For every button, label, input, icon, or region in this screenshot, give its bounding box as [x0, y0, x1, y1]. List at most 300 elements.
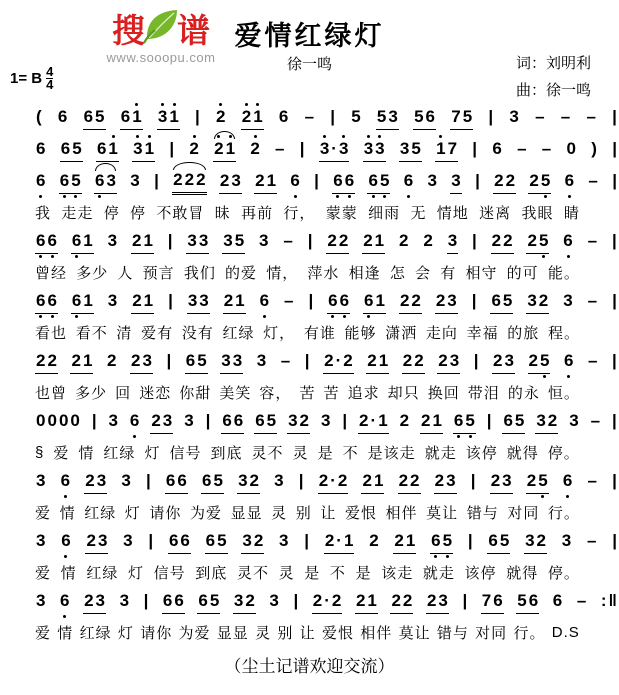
note-group: 3 — [107, 291, 118, 310]
note-group: – — [541, 139, 552, 158]
lyric-word: 情 — [59, 504, 76, 522]
note-group: 6 — [278, 107, 289, 126]
note-group: 2 · 2 — [323, 351, 354, 374]
note-group: – — [588, 351, 598, 370]
lyric-word: 带泪 — [467, 384, 500, 402]
note-group: – — [280, 351, 291, 370]
note-group: | — [612, 351, 617, 370]
note-group: 2 — [399, 231, 409, 250]
lyric-word: 红绿 — [103, 444, 136, 462]
note-group: 2 1 — [254, 171, 277, 194]
lyric-word: 是 — [304, 564, 321, 582]
note-group: 3 2 — [524, 531, 547, 554]
lyric-word: 相守 — [465, 264, 498, 282]
notation-row — [35, 102, 618, 134]
lyric-word: 能。 — [547, 264, 580, 282]
lyric-word: 为爱 — [178, 624, 211, 642]
note-group: – — [587, 291, 598, 310]
credits — [516, 50, 591, 104]
note-group: ( — [36, 107, 42, 126]
note-group: 2 2 — [390, 591, 413, 614]
note-group: 6 — [259, 291, 270, 310]
lyric-word: 的可 — [506, 264, 539, 282]
lyrics-row — [35, 498, 580, 526]
note-group: – — [535, 107, 545, 126]
note-group: 6 — [563, 231, 573, 250]
lyric-word: 红绿 — [79, 624, 112, 642]
lyric-word: 相伴 — [360, 624, 393, 642]
note-group: 6 6 — [165, 471, 188, 494]
note-group: 3 — [119, 591, 130, 610]
note-group: 6 6 — [35, 231, 58, 254]
lyric-word: 预言 — [142, 264, 175, 282]
lyric-word: 走走 — [61, 204, 94, 222]
note-group: – — [587, 231, 598, 250]
notation-row — [35, 406, 618, 438]
lyric-word: 停 — [130, 204, 147, 222]
lyric-word: 信号 — [153, 564, 186, 582]
note-group: 2 — [216, 107, 226, 126]
composer-credit: 曲：徐一鸣 — [515, 82, 591, 99]
note-group: | — [299, 139, 305, 158]
note-group: 1 7 — [435, 139, 458, 162]
note-group: – — [304, 107, 315, 126]
note-group: | — [304, 531, 310, 550]
note-group: 2 1 — [362, 231, 385, 254]
lyric-word: 爱有 — [141, 324, 174, 342]
lyric-word: 看不 — [75, 324, 108, 342]
lyric-word: 别 — [277, 624, 294, 642]
notation-row — [35, 586, 618, 618]
logo-char-right: 谱 — [177, 11, 210, 49]
note-group: 3 5 — [222, 231, 245, 254]
notation-row — [35, 466, 618, 498]
lyric-word: 爱恨 — [344, 504, 377, 522]
note-group: 3 — [561, 531, 572, 550]
lyric-word: 对同 — [475, 624, 508, 642]
lyric-word: 灵 — [271, 504, 288, 522]
lyric-word: 请你 — [149, 504, 182, 522]
note-group: | — [475, 171, 480, 190]
note-group: 2 5 — [528, 171, 551, 194]
lyric-word: 多少 — [76, 264, 109, 282]
note-group: 6 5 — [254, 411, 277, 434]
note-group: 6 6 — [327, 291, 350, 314]
note-group: 3 — [121, 471, 131, 490]
note-group: 2 1 — [131, 231, 154, 254]
note-group: 2 — [399, 411, 410, 430]
note-group: 2 3 — [130, 351, 153, 374]
lyrics-row — [35, 318, 580, 346]
note-group: 3 — [447, 231, 458, 254]
note-group: 2 1 — [213, 139, 236, 162]
note-group: – — [284, 291, 294, 310]
lyric-word: 睛 — [563, 204, 580, 222]
note-group: | — [167, 231, 173, 250]
lyric-word: 相伴 — [385, 504, 418, 522]
lyric-word: 有谁 — [303, 324, 336, 342]
note-group: | — [166, 351, 172, 370]
note-group: | — [298, 471, 304, 490]
lyric-word: 苦 — [323, 384, 340, 402]
note-group: | — [488, 107, 494, 126]
note-group: 6 — [290, 171, 300, 190]
notation-row — [35, 526, 618, 558]
lyric-word: 情， — [266, 264, 299, 282]
note-group: 2 2 — [35, 351, 58, 374]
note-group: – — [587, 531, 597, 550]
note-group: | — [462, 591, 468, 610]
lyric-word: 曾经 — [35, 264, 68, 282]
time-signature — [46, 66, 53, 91]
note-group: 3 2 — [287, 411, 310, 434]
lyric-word: 显显 — [216, 624, 249, 642]
lyric-word: 行。 — [547, 504, 580, 522]
lyric-word: 细雨 — [368, 204, 401, 222]
lyric-word: 的爱 — [225, 264, 258, 282]
lyric-word: 没有 — [181, 324, 214, 342]
note-group: : ‖ — [600, 591, 617, 610]
notation-row — [35, 226, 618, 258]
lyric-word: 行。 — [513, 624, 546, 642]
lyric-word: 换回 — [427, 384, 460, 402]
note-group: 2 1 — [355, 591, 378, 614]
lyric-word: 停 — [103, 204, 120, 222]
lyric-word: 莫让 — [426, 504, 459, 522]
note-group: 6 — [564, 171, 575, 190]
lyric-word: 迷离 — [479, 204, 512, 222]
note-group: 2 2 — [326, 231, 349, 254]
lyrics-row — [35, 438, 580, 466]
note-group: | — [472, 231, 477, 250]
logo-url: www.sooopu.com — [106, 50, 216, 65]
note-group: 6 6 — [162, 591, 185, 614]
lyric-word: 却只 — [387, 384, 420, 402]
note-group: 3 — [320, 411, 331, 430]
note-group: 2 · 2 — [318, 471, 349, 494]
note-group: 3 — [279, 531, 289, 550]
lyrics-row — [35, 378, 580, 406]
lyric-word: 红绿 — [222, 324, 255, 342]
note-group: 3 3 — [187, 291, 210, 314]
note-group: 3 2 — [237, 471, 260, 494]
note-group: 5 6 — [413, 107, 436, 130]
lyric-word: 情 — [57, 624, 74, 642]
note-group: 2 — [423, 231, 433, 250]
lyric-word: 不 — [329, 564, 346, 582]
note-group: | — [473, 351, 479, 370]
note-group: 3 — [108, 411, 118, 430]
note-group: | — [169, 139, 175, 158]
note-group: 2 1 — [393, 531, 416, 554]
note-group: | — [472, 139, 478, 158]
meter-denominator: 4 — [46, 77, 54, 92]
note-group: 2 5 — [528, 351, 551, 374]
lyrics-row — [35, 258, 580, 286]
note-group: 3 — [427, 171, 437, 190]
score-line — [35, 102, 618, 134]
lyric-word: 也曾 — [35, 384, 68, 402]
lyric-word: 灯 — [144, 444, 161, 462]
note-group: 6 1 — [96, 139, 119, 162]
lyric-word: 红绿 — [86, 564, 119, 582]
note-group: 2 — [189, 139, 199, 158]
note-group: 3 2 — [241, 531, 264, 554]
lyric-word: 停。 — [547, 444, 580, 462]
lyric-word: 显显 — [230, 504, 263, 522]
lyric-word: 是 — [317, 444, 334, 462]
notation-row — [35, 166, 618, 198]
lyric-word: 到底 — [195, 564, 228, 582]
lyric-word: 请你 — [140, 624, 173, 642]
note-group: – — [587, 471, 597, 490]
lyric-word: 为爱 — [189, 504, 222, 522]
note-group: 3 1 — [157, 107, 180, 130]
note-group: 5 — [351, 107, 361, 126]
note-group: | — [612, 471, 617, 490]
lyric-word: 我 — [35, 204, 52, 222]
note-group: | — [148, 531, 154, 550]
score-line — [35, 134, 618, 166]
note-group: 6 1 — [120, 107, 143, 130]
notation-row — [35, 134, 618, 166]
note-group: | — [91, 411, 97, 430]
lyric-word: 对同 — [507, 504, 540, 522]
notation-row — [35, 346, 618, 378]
note-group: 6 6 — [168, 531, 191, 554]
lyric-word: 相逢 — [348, 264, 381, 282]
note-group: 2 3 — [84, 471, 107, 494]
note-group: 5 3 — [376, 107, 399, 130]
lyric-word: 清 — [116, 324, 133, 342]
note-group: 6 5 — [60, 139, 83, 162]
note-group: – — [560, 107, 571, 126]
key-signature — [10, 66, 53, 91]
note-group: 2 1 — [361, 471, 384, 494]
note-group: | — [205, 411, 211, 430]
note-group: 3 — [36, 591, 46, 610]
note-group: 0 0 0 0 — [36, 411, 80, 430]
footer-note: （尘土记谱欢迎交流） — [224, 657, 395, 676]
lyric-word: 情地 — [436, 204, 469, 222]
note-group: | — [154, 171, 159, 190]
lyric-word: 该走 — [381, 564, 414, 582]
score-line — [35, 526, 618, 586]
note-group: 2 2 2 — [172, 170, 206, 195]
note-group: 3 3 — [363, 139, 386, 162]
lyric-word: 爱 — [35, 504, 52, 522]
note-group: 2 1 — [70, 351, 93, 374]
score-line — [35, 286, 618, 346]
note-group: 3 — [450, 171, 461, 194]
note-group: 2 · 1 — [324, 531, 355, 554]
note-group: 2 3 — [219, 171, 242, 194]
note-group: | — [612, 139, 617, 158]
lyric-word: 会 — [415, 264, 432, 282]
lyric-word: 苦 — [299, 384, 316, 402]
lyric-word: 爱 — [35, 564, 52, 582]
lyric-word: 到底 — [210, 444, 243, 462]
note-group: 2 5 — [526, 471, 549, 494]
note-group: 6 5 — [502, 411, 525, 434]
score-line — [35, 466, 618, 526]
lyric-word: 莫让 — [398, 624, 431, 642]
note-group: 6 — [57, 107, 68, 126]
note-group: | — [612, 291, 617, 310]
lyric-word: 爱 — [35, 624, 52, 642]
note-group: 3 — [569, 411, 579, 430]
note-group: ) — [591, 139, 597, 158]
note-group: | — [611, 231, 617, 250]
score-line — [35, 226, 618, 286]
lyric-word: 信号 — [169, 444, 202, 462]
note-group: 3 — [259, 231, 269, 250]
lyric-word: 错与 — [466, 504, 499, 522]
lyric-word: 不 — [342, 444, 359, 462]
lyric-word: 人 — [117, 264, 134, 282]
note-group: 2 2 — [398, 471, 421, 494]
note-group: 3 5 — [399, 139, 422, 162]
lyric-word: 该停 — [465, 444, 498, 462]
lyric-word: 灵 — [255, 624, 272, 642]
note-group: 5 6 — [516, 591, 539, 614]
lyric-word: 迷恋 — [139, 384, 172, 402]
lyric-word: 多少 — [75, 384, 108, 402]
note-group: | — [168, 291, 173, 310]
lyric-word: 让 — [320, 504, 337, 522]
lyric-word: 情 — [60, 564, 77, 582]
note-group: 2 3 — [83, 591, 106, 614]
note-group: 3 — [274, 471, 284, 490]
score-line — [35, 346, 618, 406]
lyric-word: 让 — [299, 624, 316, 642]
note-group: – — [576, 591, 587, 610]
lyric-word: 灵不 — [251, 444, 284, 462]
lyric-word: 灯 — [127, 564, 144, 582]
note-group: 3 — [509, 107, 519, 126]
note-group: 2 3 — [426, 591, 449, 614]
note-group: 3 2 — [526, 291, 549, 314]
lyrics-row — [35, 198, 580, 226]
note-group: 6 5 — [59, 171, 82, 194]
note-group: 6 5 — [430, 531, 453, 554]
note-group: | — [145, 471, 151, 490]
note-group: | — [293, 591, 299, 610]
lyric-word: 能够 — [344, 324, 377, 342]
note-group: – — [590, 411, 601, 430]
note-group: 6 — [552, 591, 563, 610]
note-group: 3 — [269, 591, 279, 610]
lyric-word: 潇洒 — [385, 324, 418, 342]
note-group: 3 2 — [233, 591, 256, 614]
lyric-word: 就得 — [506, 444, 539, 462]
note-group: | — [612, 171, 617, 190]
meter-numerator: 4 — [46, 64, 54, 79]
note-group: 2 — [106, 351, 117, 370]
note-group: 2 2 — [399, 291, 422, 314]
note-group: 6 — [129, 411, 140, 430]
note-group: 2 3 — [434, 471, 457, 494]
lyric-word: 容， — [259, 384, 292, 402]
lyric-word: 爱恨 — [321, 624, 354, 642]
page-subtitle: 徐一鸣 — [286, 56, 332, 73]
note-group: 3 2 — [535, 411, 558, 434]
note-group: | — [612, 107, 617, 126]
note-group: 2 2 — [493, 171, 516, 194]
lyric-word: 该停 — [464, 564, 497, 582]
note-group: | — [612, 411, 617, 430]
lyric-word: 幸福 — [466, 324, 499, 342]
page-title: 爱情红绿灯 — [234, 21, 385, 51]
lyric-word: 的永 — [507, 384, 540, 402]
note-group: 2 1 — [131, 291, 154, 314]
lyric-word: 停。 — [547, 564, 580, 582]
note-group: 6 5 — [490, 291, 513, 314]
lyric-word: 看也 — [35, 324, 68, 342]
note-group: 6 5 — [185, 351, 208, 374]
score — [35, 102, 618, 646]
note-group: 6 6 — [332, 171, 355, 194]
lyric-word: 你甜 — [179, 384, 212, 402]
lyric-word: 就走 — [422, 564, 455, 582]
note-group: 6 1 — [363, 291, 386, 314]
lyric-word: 灯 — [117, 624, 134, 642]
note-group: | — [314, 171, 319, 190]
note-group: 3 3 — [186, 231, 209, 254]
note-group: 2 3 — [85, 531, 108, 554]
note-group: 3 · 3 — [319, 139, 350, 162]
note-group: | — [612, 531, 617, 550]
note-group: 3 — [184, 411, 194, 430]
lyric-word: 再前 — [241, 204, 274, 222]
note-group: 6 6 — [221, 411, 244, 434]
note-group: 6 5 — [197, 591, 220, 614]
score-line — [35, 586, 618, 646]
note-group: 2 1 — [366, 351, 389, 374]
note-group: | — [467, 531, 473, 550]
note-group: – — [517, 139, 527, 158]
note-group: 7 6 — [481, 591, 504, 614]
lyrics-row — [35, 558, 580, 586]
note-group: 3 — [36, 531, 46, 550]
note-group: 2 — [250, 139, 260, 158]
lyricist-credit: 词：刘明利 — [515, 55, 591, 72]
lyric-word: 萍水 — [307, 264, 340, 282]
score-line — [35, 166, 618, 226]
note-group: 3 1 — [132, 139, 155, 162]
lyric-word: 行， — [283, 204, 316, 222]
lyric-word: 别 — [295, 504, 312, 522]
key-label: 1= B — [10, 70, 43, 87]
lyric-word: 灵 — [292, 444, 309, 462]
lyric-word: 蒙蒙 — [325, 204, 358, 222]
lyrics-row — [35, 618, 580, 646]
note-group: 3 — [256, 351, 267, 370]
note-group: | — [143, 591, 149, 610]
note-group: – — [275, 139, 285, 158]
note-group: 6 5 — [453, 411, 476, 434]
note-group: 3 — [130, 171, 140, 190]
note-group: 7 5 — [450, 107, 473, 130]
note-group: 2 1 — [241, 107, 264, 130]
note-group: – — [588, 171, 598, 190]
lyric-word: 走向 — [425, 324, 458, 342]
note-group: | — [342, 411, 348, 430]
lyric-word: 错与 — [436, 624, 469, 642]
note-group: | — [486, 411, 492, 430]
lyric-word: 不敢冒 — [156, 204, 205, 222]
note-group: 6 3 — [94, 171, 117, 194]
